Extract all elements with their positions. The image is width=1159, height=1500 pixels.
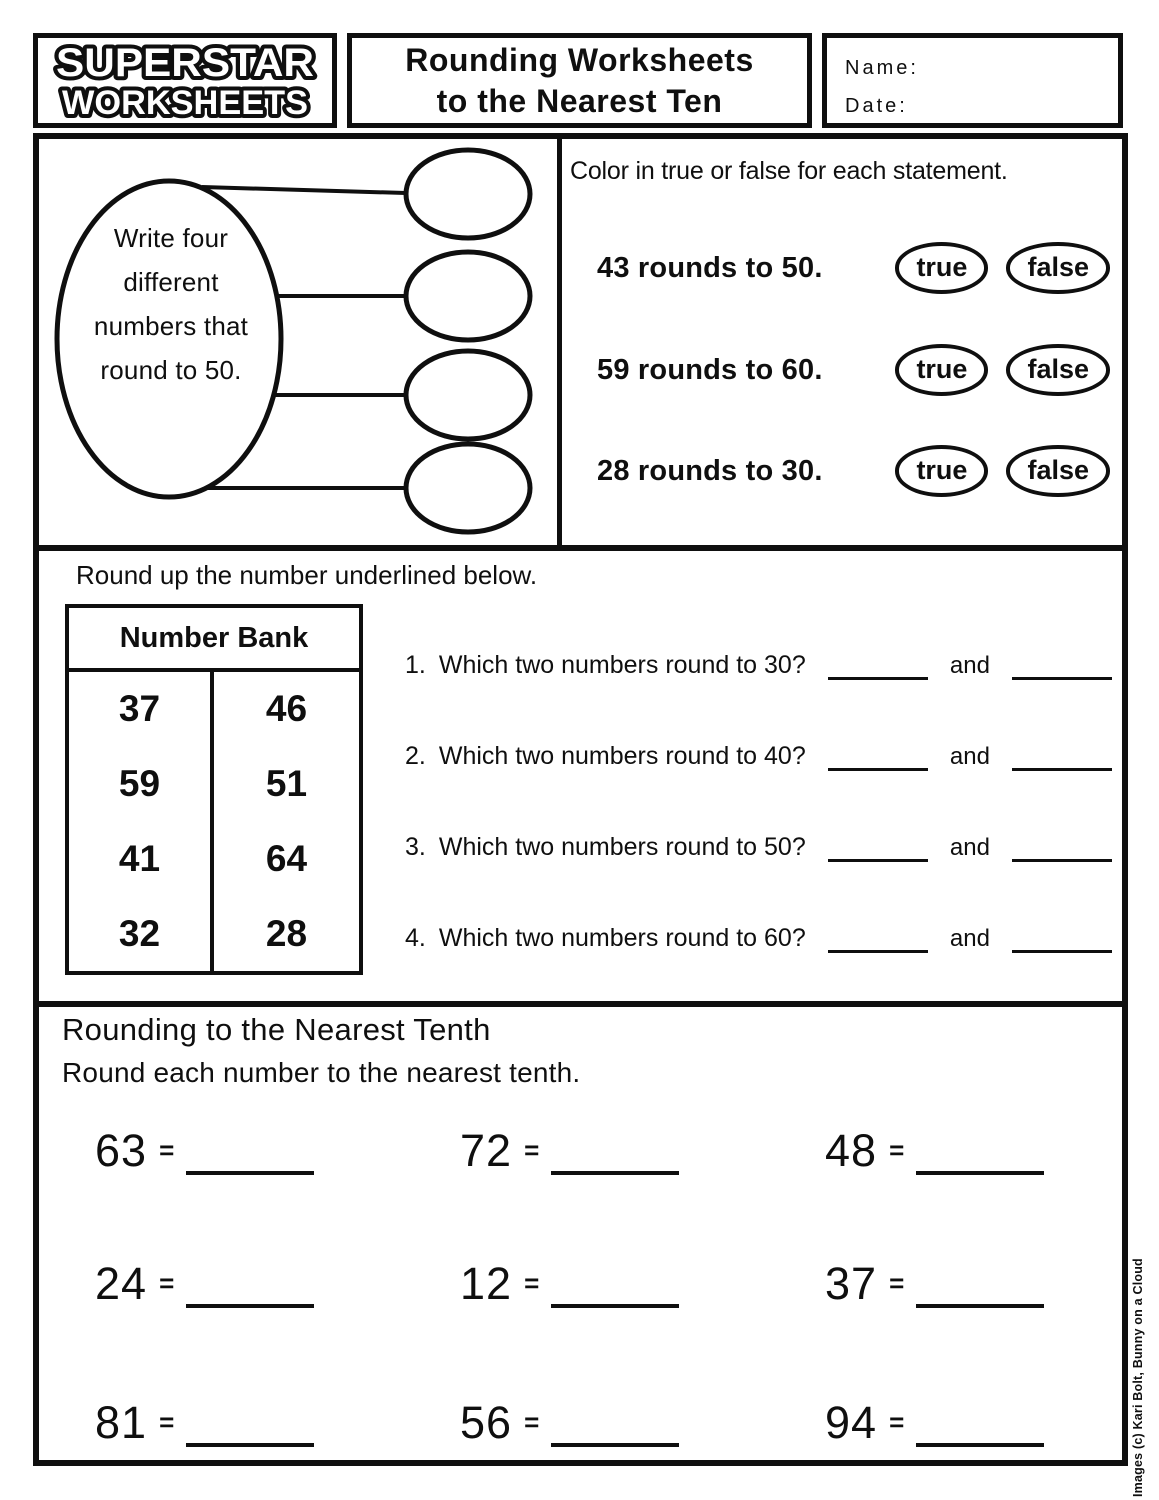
equals-sign: =	[524, 1268, 540, 1298]
section-divider-1	[39, 545, 1122, 551]
problem-81	[95, 1397, 460, 1447]
true-false-instruction: Color in true or false for each statement.	[570, 157, 1008, 185]
answer-blank-48[interactable]	[916, 1125, 1044, 1175]
question-label: Which two numbers round to 30?	[438, 651, 806, 679]
problem-number: 56	[460, 1397, 513, 1448]
equals-sign: =	[159, 1407, 175, 1437]
and-label: and	[949, 652, 990, 679]
bank-number: 32	[69, 896, 214, 971]
equals-sign: =	[889, 1407, 905, 1437]
logo-box	[33, 33, 337, 128]
logo-line-1: SUPERSTAR	[56, 40, 315, 85]
true-false-row-3	[597, 440, 1110, 502]
answer-blank-q2-b[interactable]	[1012, 736, 1112, 771]
answer-blank-37[interactable]	[916, 1258, 1044, 1308]
problem-number: 24	[95, 1258, 148, 1309]
tenth-section-title: Rounding to the Nearest Tenth	[62, 1012, 491, 1047]
page-title-line-1: Rounding Worksheets	[405, 41, 754, 78]
answer-bubble-3[interactable]	[406, 351, 530, 439]
bank-number: 51	[265, 763, 308, 805]
and-label: and	[949, 834, 990, 861]
answer-blank-94[interactable]	[916, 1397, 1044, 1447]
question-row-4	[405, 907, 1112, 953]
answer-blank-63[interactable]	[186, 1125, 314, 1175]
problem-number: 12	[460, 1258, 513, 1309]
number-bank-title: Number Bank	[69, 608, 359, 672]
answer-blank-q3-b[interactable]	[1012, 827, 1112, 862]
section-divider-2	[39, 1001, 1122, 1007]
equals-sign: =	[524, 1135, 540, 1165]
top-section-vertical-divider	[557, 139, 562, 545]
answer-blank-q1-b[interactable]	[1012, 645, 1112, 680]
true-false-row-2	[597, 339, 1110, 401]
logo-line-2: WORKSHEETS	[62, 83, 308, 122]
number-bank-body	[69, 672, 359, 971]
answer-blank-q1-a[interactable]	[828, 645, 928, 680]
equals-sign: =	[524, 1407, 540, 1437]
false-option-2[interactable]: false	[1006, 344, 1110, 395]
image-credit: Images (c) Kari Bolt, Bunny on a Cloud	[1131, 1258, 1145, 1497]
statement-1: 43 rounds to 50.	[597, 251, 823, 284]
problem-72	[460, 1125, 825, 1175]
equals-sign: =	[159, 1268, 175, 1298]
problem-number: 37	[825, 1258, 878, 1309]
and-label: and	[949, 743, 990, 770]
page-title-line-2: to the Nearest Ten	[436, 82, 723, 119]
question-text-4	[405, 924, 806, 953]
answer-blank-q4-b[interactable]	[1012, 918, 1112, 953]
true-false-options-3	[895, 445, 1110, 496]
number-bank-instruction: Round up the number underlined below.	[76, 560, 538, 590]
question-label: Which two numbers round to 50?	[438, 833, 806, 861]
answer-blank-12[interactable]	[551, 1258, 679, 1308]
answer-blank-56[interactable]	[551, 1397, 679, 1447]
bank-number: 28	[265, 912, 308, 954]
problem-63	[95, 1125, 460, 1175]
tenth-problem-row-2	[95, 1258, 1112, 1308]
superstar-worksheets-logo-icon	[44, 39, 326, 123]
number-bank-table	[65, 604, 363, 975]
name-label: Name:	[845, 56, 919, 79]
name-date-box	[822, 33, 1123, 128]
problem-number: 63	[95, 1125, 148, 1176]
bank-number: 37	[69, 672, 214, 747]
problem-37	[825, 1258, 1112, 1308]
equals-sign: =	[159, 1135, 175, 1165]
answer-blank-q2-a[interactable]	[828, 736, 928, 771]
answer-blank-24[interactable]	[186, 1258, 314, 1308]
question-row-1	[405, 634, 1112, 680]
true-option-2[interactable]: true	[895, 344, 988, 395]
date-label: Date:	[845, 94, 908, 117]
problem-number: 94	[825, 1397, 878, 1448]
question-label: Which two numbers round to 40?	[438, 742, 806, 770]
answer-bubble-2[interactable]	[406, 252, 530, 340]
equals-sign: =	[889, 1135, 905, 1165]
question-label: Which two numbers round to 60?	[438, 924, 806, 952]
problem-24	[95, 1258, 460, 1308]
bank-number: 64	[265, 837, 308, 879]
name-field[interactable]	[845, 49, 1118, 87]
question-row-2	[405, 725, 1112, 771]
false-option-1[interactable]: false	[1006, 242, 1110, 293]
true-false-options-2	[895, 344, 1110, 395]
equals-sign: =	[889, 1268, 905, 1298]
true-false-row-1	[597, 237, 1110, 299]
answer-bubble-1[interactable]	[406, 150, 530, 238]
question-number: 3.	[405, 833, 426, 861]
problem-94	[825, 1397, 1112, 1447]
problem-12	[460, 1258, 825, 1308]
bank-number: 46	[265, 688, 308, 730]
tenth-problem-row-3	[95, 1397, 1112, 1447]
question-number: 4.	[405, 924, 426, 952]
problem-number: 81	[95, 1397, 148, 1448]
question-text-1	[405, 651, 806, 680]
problem-number: 48	[825, 1125, 878, 1176]
bank-number: 41	[69, 822, 214, 897]
false-option-3[interactable]: false	[1006, 445, 1110, 496]
bank-number: 59	[69, 747, 214, 822]
question-text-3	[405, 833, 806, 862]
tenth-problem-row-1	[95, 1125, 1112, 1175]
problem-48	[825, 1125, 1112, 1175]
true-option-3[interactable]: true	[895, 445, 988, 496]
question-number: 1.	[405, 651, 426, 679]
and-label: and	[949, 925, 990, 952]
answer-blank-72[interactable]	[551, 1125, 679, 1175]
worksheet-title-box	[347, 33, 812, 128]
question-text-2	[405, 742, 806, 771]
statement-2: 59 rounds to 60.	[597, 353, 823, 386]
problem-number: 72	[460, 1125, 513, 1176]
true-false-options-1	[895, 242, 1110, 293]
statement-3: 28 rounds to 30.	[597, 454, 823, 487]
tenth-section-instruction: Round each number to the nearest tenth.	[62, 1057, 581, 1088]
answer-bubble-4[interactable]	[406, 444, 530, 532]
problem-56	[460, 1397, 825, 1447]
answer-blank-q3-a[interactable]	[828, 827, 928, 862]
bubble-web-prompt: Write four different numbers that round to 50.	[93, 223, 249, 385]
answer-blank-q4-a[interactable]	[828, 918, 928, 953]
web-connector-1	[202, 187, 439, 194]
date-field[interactable]	[845, 87, 1118, 125]
question-row-3	[405, 816, 1112, 862]
answer-blank-81[interactable]	[186, 1397, 314, 1447]
true-option-1[interactable]: true	[895, 242, 988, 293]
question-number: 2.	[405, 742, 426, 770]
